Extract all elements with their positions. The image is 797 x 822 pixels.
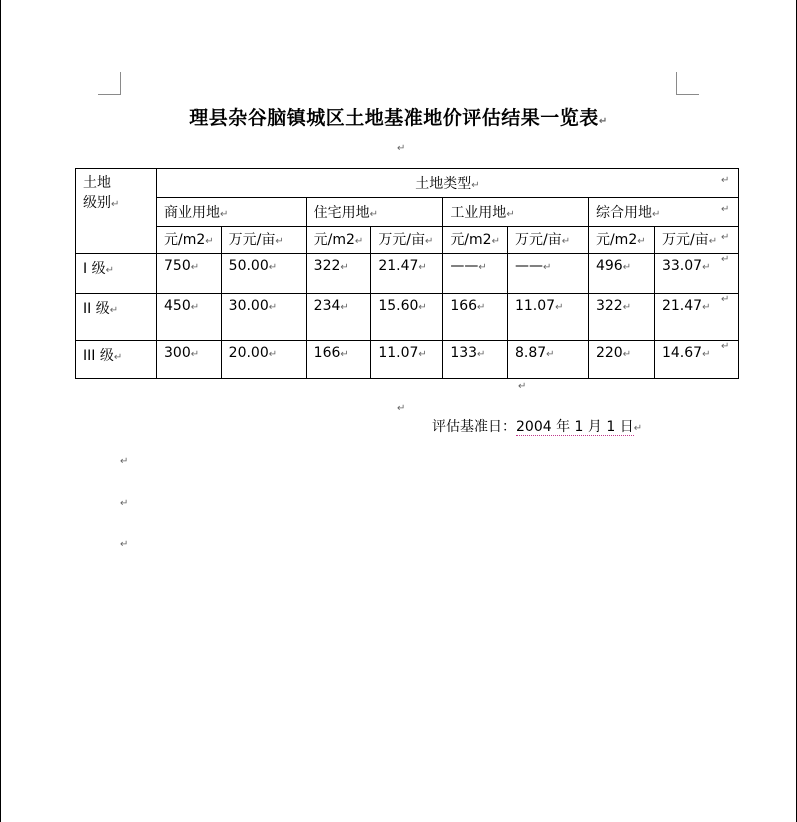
- value-cell[interactable]: 33.07↵: [654, 254, 738, 294]
- category-residential[interactable]: 住宅用地↵: [306, 198, 443, 227]
- table-row: [76, 341, 739, 379]
- margin-corner-top-right: [676, 72, 699, 95]
- value-cell[interactable]: 20.00↵: [221, 341, 306, 379]
- row-end-mark: ↵: [721, 175, 730, 186]
- header-land-level[interactable]: 土地 级别↵: [76, 169, 157, 254]
- margin-corner-top-left: [98, 72, 121, 95]
- valuation-date-line[interactable]: 评估基准日：2004 年 1 月 1 日↵: [432, 419, 643, 435]
- land-price-table[interactable]: [75, 168, 739, 379]
- table-row: [76, 294, 739, 341]
- unit-cell[interactable]: 万元/亩↵: [507, 227, 588, 254]
- value-cell[interactable]: ——↵: [443, 254, 508, 294]
- value-cell[interactable]: ——↵: [507, 254, 588, 294]
- value-cell[interactable]: 166↵: [443, 294, 508, 341]
- paragraph-mark: ↵: [120, 498, 129, 509]
- value-cell[interactable]: 14.67↵: [654, 341, 738, 379]
- level-cell[interactable]: I 级↵: [76, 254, 157, 294]
- paragraph-mark: ↵: [397, 143, 406, 154]
- value-cell[interactable]: 50.00↵: [221, 254, 306, 294]
- paragraph-mark: ↵: [397, 403, 406, 414]
- value-cell[interactable]: 750↵: [157, 254, 222, 294]
- value-cell[interactable]: 11.07↵: [371, 341, 443, 379]
- unit-cell[interactable]: 元/m2↵: [443, 227, 508, 254]
- value-cell[interactable]: 30.00↵: [221, 294, 306, 341]
- row-end-mark: ↵: [721, 254, 730, 265]
- value-cell[interactable]: 15.60↵: [371, 294, 443, 341]
- unit-cell[interactable]: 万元/亩↵: [371, 227, 443, 254]
- category-commercial[interactable]: 商业用地↵: [157, 198, 307, 227]
- row-end-mark: ↵: [721, 204, 730, 215]
- unit-cell[interactable]: 万元/亩↵: [654, 227, 738, 254]
- value-cell[interactable]: 322↵: [588, 294, 654, 341]
- value-cell[interactable]: 21.47↵: [371, 254, 443, 294]
- value-cell[interactable]: 133↵: [443, 341, 508, 379]
- valuation-date-value: 2004 年 1 月 1 日: [516, 419, 634, 435]
- value-cell[interactable]: 496↵: [588, 254, 654, 294]
- row-end-mark: ↵: [721, 341, 730, 352]
- value-cell[interactable]: 8.87↵: [507, 341, 588, 379]
- document-title[interactable]: 理县杂谷脑镇城区土地基准地价评估结果一览表↵: [189, 107, 608, 129]
- paragraph-mark: ↵: [518, 381, 527, 392]
- value-cell[interactable]: 220↵: [588, 341, 654, 379]
- unit-cell[interactable]: 元/m2↵: [306, 227, 371, 254]
- paragraph-mark: ↵: [120, 539, 129, 550]
- unit-cell[interactable]: 万元/亩↵: [221, 227, 306, 254]
- category-industrial[interactable]: 工业用地↵: [443, 198, 589, 227]
- level-cell[interactable]: III 级↵: [76, 341, 157, 379]
- row-end-mark: ↵: [721, 294, 730, 305]
- level-cell[interactable]: II 级↵: [76, 294, 157, 341]
- valuation-date-label: 评估基准日：: [432, 419, 516, 435]
- paragraph-mark: ↵: [120, 456, 129, 467]
- value-cell[interactable]: 21.47↵: [654, 294, 738, 341]
- value-cell[interactable]: 166↵: [306, 341, 371, 379]
- value-cell[interactable]: 234↵: [306, 294, 371, 341]
- value-cell[interactable]: 11.07↵: [507, 294, 588, 341]
- row-end-mark: ↵: [721, 232, 730, 243]
- table-row: [76, 254, 739, 294]
- unit-cell[interactable]: 元/m2↵: [588, 227, 654, 254]
- value-cell[interactable]: 300↵: [157, 341, 222, 379]
- header-land-type[interactable]: 土地类型↵: [157, 169, 739, 198]
- category-composite[interactable]: 综合用地↵: [588, 198, 738, 227]
- value-cell[interactable]: 322↵: [306, 254, 371, 294]
- value-cell[interactable]: 450↵: [157, 294, 222, 341]
- unit-cell[interactable]: 元/m2↵: [157, 227, 222, 254]
